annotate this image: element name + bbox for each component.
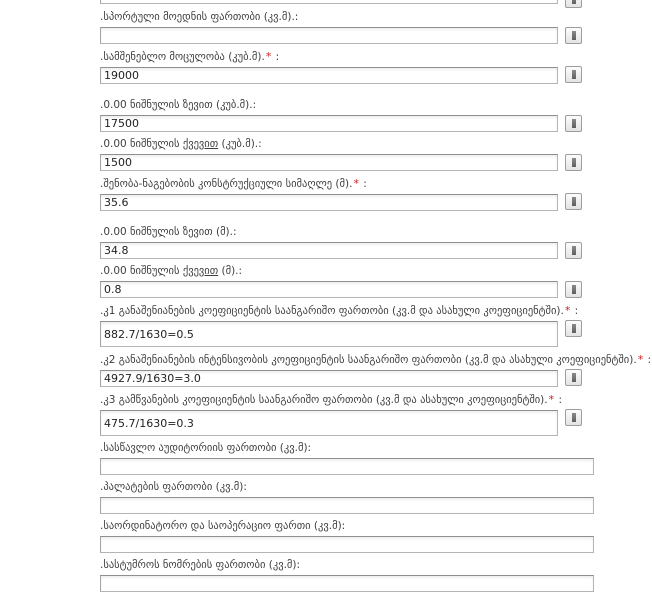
form-field-row: [100, 265, 652, 298]
form-field-row: [100, 353, 652, 387]
required-asterisk: *: [564, 304, 571, 317]
info-icon: [572, 0, 576, 4]
field-label-suffix: :: [359, 178, 367, 190]
field-input[interactable]: [100, 410, 558, 436]
form-field-row: [100, 559, 652, 592]
cut-off-field-row: [100, 0, 600, 8]
field-label-suffix: :: [644, 354, 652, 366]
field-label-text: .კ2 განაშენიანების ინტენსივობის კოეფიციენტის საანგარიშო ფართობი (კვ.მ და ასახული კოეფიციენტში).: [100, 354, 637, 366]
form-field-row: [100, 138, 652, 171]
field-label-text: .0.00 ნიშნულის ზევით (მ).:: [100, 226, 237, 238]
required-asterisk: *: [637, 353, 644, 366]
field-label: [100, 177, 652, 191]
field-label-text: .შენობა-ნაგებობის კონსტრუქციული სიმაღლე (მ).: [100, 178, 353, 190]
info-button[interactable]: [565, 193, 582, 210]
field-input[interactable]: [100, 575, 594, 592]
cut-off-info-button[interactable]: [565, 0, 582, 8]
field-label-text: .პალატების ფართობი (კვ.მ):: [100, 481, 247, 493]
required-asterisk: *: [265, 50, 272, 63]
form-field-row: [100, 481, 652, 514]
form-field-row: [100, 304, 652, 347]
field-input[interactable]: [100, 321, 558, 347]
required-asterisk: *: [548, 393, 555, 406]
required-asterisk: *: [353, 177, 359, 190]
field-input[interactable]: [100, 497, 594, 514]
field-label-text: .კ3 გამწვანების კოეფიციენტის საანგარიშო ფართობი (კვ.მ და ასახული კოეფიციენტში).: [100, 394, 548, 406]
form-field-row: [100, 99, 652, 132]
field-label: [100, 442, 652, 455]
info-button[interactable]: [565, 242, 582, 259]
info-button[interactable]: [565, 409, 582, 426]
field-label-suffix: :: [555, 394, 563, 406]
field-input[interactable]: [100, 67, 558, 84]
form-field-row: [100, 393, 652, 436]
field-label-text: .სპორტული მოედნის ფართობი (კვ.მ).:: [100, 11, 299, 23]
field-label-text: .სასწავლო აუდიტორიის ფართობი (კვ.მ):: [100, 442, 312, 454]
info-button[interactable]: [565, 115, 582, 132]
info-icon: [572, 285, 576, 294]
field-label-suffix: :: [571, 305, 579, 317]
info-icon: [572, 31, 576, 40]
info-icon: [572, 119, 576, 128]
field-input[interactable]: [100, 536, 594, 553]
field-input[interactable]: [100, 115, 558, 132]
info-button[interactable]: [565, 66, 582, 83]
form-field-row: [100, 226, 652, 259]
form-field-row: [100, 520, 652, 553]
field-label-text: .სამშენებლო მოცულობა (კუბ.მ).: [100, 51, 265, 63]
field-label: [100, 265, 652, 278]
info-icon: [572, 70, 576, 79]
info-icon: [572, 197, 576, 206]
info-button[interactable]: [565, 281, 582, 298]
form-field-row: [100, 50, 652, 84]
info-button[interactable]: [565, 369, 582, 386]
info-button[interactable]: [565, 320, 582, 337]
form-fields-container: [100, 11, 652, 592]
field-input[interactable]: [100, 458, 594, 475]
field-label-text: .0.00 ნიშნულის ქვევით (კუბ.მ).:: [100, 138, 262, 150]
field-label: [100, 304, 652, 318]
field-input[interactable]: [100, 27, 558, 44]
field-input[interactable]: [100, 281, 558, 298]
field-label: [100, 559, 652, 572]
field-label-suffix: :: [272, 51, 280, 63]
field-label: [100, 481, 652, 494]
info-icon: [572, 413, 576, 422]
form-field-row: [100, 177, 652, 211]
field-label-text: .სასტუმროს ნომრების ფართობი (კვ.მ):: [100, 559, 301, 571]
field-input[interactable]: [100, 194, 558, 211]
field-label-text: .კ1 განაშენიანების კოეფიციენტის საანგარიშო ფართობი (კვ.მ და ასახული კოეფიციენტში).: [100, 305, 564, 317]
field-label-text: .საორდინატორო და საოპერაციო ფართი (კვ.მ):: [100, 520, 346, 532]
field-input[interactable]: [100, 242, 558, 259]
info-icon: [572, 246, 576, 255]
field-label: [100, 11, 652, 24]
field-label: [100, 353, 652, 367]
field-input[interactable]: [100, 370, 558, 387]
cut-off-field-input[interactable]: [100, 0, 558, 4]
info-icon: [572, 373, 576, 382]
field-label: [100, 520, 652, 533]
info-icon: [572, 158, 576, 167]
form-field-row: [100, 11, 652, 44]
form-field-row: [100, 442, 652, 475]
field-label: [100, 50, 652, 64]
field-label-text: .0.00 ნიშნულის ქვევით (მ).:: [100, 265, 243, 277]
field-label-text: .0.00 ნიშნულის ზევით (კუბ.მ).:: [100, 99, 257, 111]
field-label: [100, 226, 652, 239]
field-label: [100, 138, 652, 151]
field-label: [100, 99, 652, 112]
field-label: [100, 393, 652, 407]
info-icon: [572, 324, 576, 333]
info-button[interactable]: [565, 154, 582, 171]
field-input[interactable]: [100, 154, 558, 171]
info-button[interactable]: [565, 27, 582, 44]
